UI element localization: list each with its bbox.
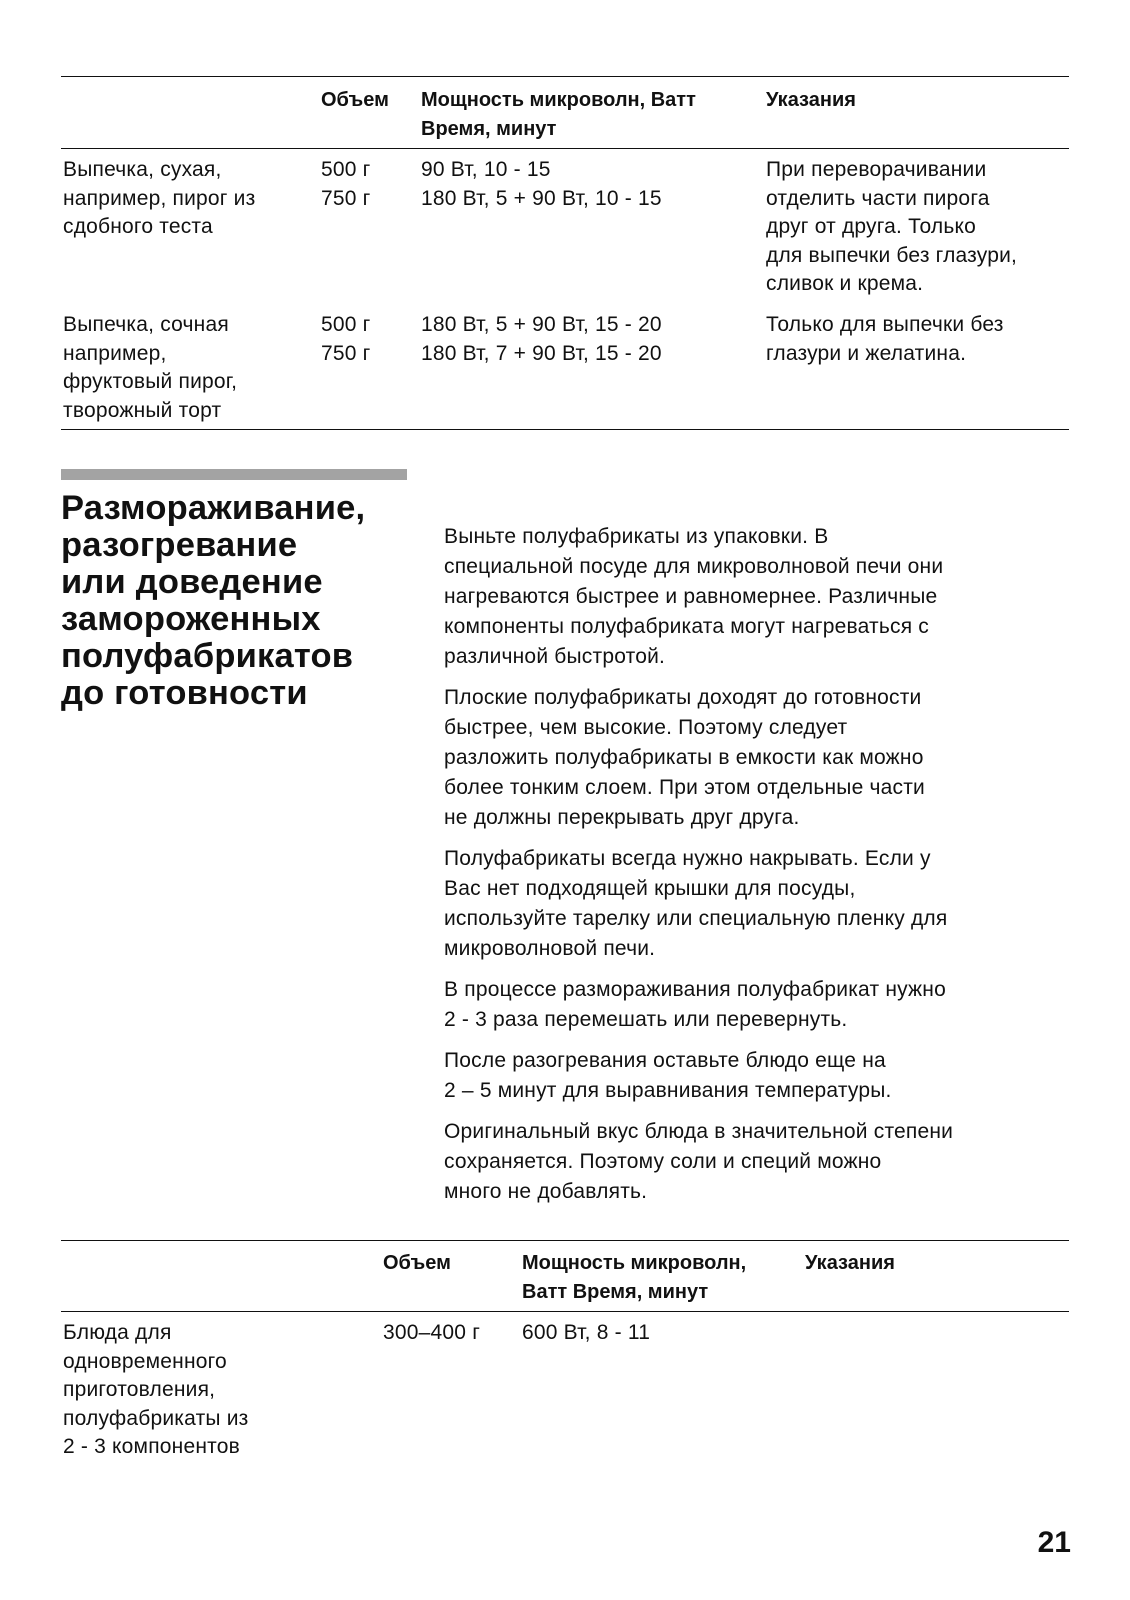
paragraph: Полуфабрикаты всегда нужно накрывать. Если у Вас нет подходящей крышки для посуды, используйте тарелку или специальную пленку для микроволновой печи.: [444, 847, 948, 960]
table2-header-rule: [61, 1311, 1069, 1312]
table1-row2-notes: Только для выпечки без глазури и желатина.: [766, 313, 1004, 365]
table1-bottom-rule: [61, 429, 1069, 430]
table2-header-volume: Объем: [383, 1252, 451, 1274]
table1-header-power-time: Мощность микроволн, Ватт Время, минут: [421, 89, 696, 140]
table2-row1-volume: 300–400 г: [383, 1321, 481, 1344]
table1-row1-volume: 500 г 750 г: [321, 158, 371, 210]
paragraph: Выньте полуфабрикаты из упаковки. В специальной посуде для микроволновой печи они нагреваются быстрее и равномернее. Различные компоненты полуфабриката могут нагреваться с различной быстротой.: [444, 525, 944, 668]
table1-header-volume: Объем: [321, 89, 389, 111]
table1-row1-notes: При переворачивании отделить части пирога друг от друга. Только для выпечки без глазури, сливок и крема.: [766, 158, 1018, 295]
table2-top-rule: [61, 1240, 1069, 1241]
paragraph: Плоские полуфабрикаты доходят до готовности быстрее, чем высокие. Поэтому следует разложить полуфабрикаты в емкости как можно более тонким слоем. При этом отдельные части не должны перекрывать друг друга.: [444, 686, 925, 829]
table1-row2-volume: 500 г 750 г: [321, 313, 371, 365]
table1-top-rule: [61, 76, 1069, 77]
section-title: Размораживание, разогревание или доведение замороженных полуфабрикатов до готовности: [61, 489, 366, 712]
page-number: 21: [1037, 1526, 1071, 1559]
table2-header-notes: Указания: [805, 1252, 895, 1274]
table1-row2-product: Выпечка, сочная например, фруктовый пирог, творожный торт: [63, 313, 238, 422]
table1-row2-power-time: 180 Вт, 5 + 90 Вт, 15 - 20 180 Вт, 7 + 90 Вт, 15 - 20: [421, 313, 662, 365]
section-accent-bar: [61, 469, 407, 480]
table1-header-notes: Указания: [766, 89, 856, 111]
table1-row1-product: Выпечка, сухая, например, пирог из сдобного теста: [63, 158, 256, 238]
table2-header-power-time: Мощность микроволн, Ватт Время, минут: [522, 1252, 747, 1303]
section-body: [444, 522, 1084, 1218]
table1-header-rule: [61, 148, 1069, 149]
paragraph: В процессе размораживания полуфабрикат нужно 2 - 3 раза перемешать или перевернуть.: [444, 978, 946, 1031]
paragraph: Оригинальный вкус блюда в значительной степени сохраняется. Поэтому соли и специй можно много не добавлять.: [444, 1120, 954, 1203]
paragraph: После разогревания оставьте блюдо еще на 2 – 5 минут для выравнивания температуры.: [444, 1049, 892, 1102]
table2-row1-power-time: 600 Вт, 8 - 11: [522, 1321, 651, 1344]
table1-row1-power-time: 90 Вт, 10 - 15 180 Вт, 5 + 90 Вт, 10 - 15: [421, 158, 662, 210]
table2-row1-product: Блюда для одновременного приготовления, полуфабрикаты из 2 - 3 компонентов: [63, 1321, 249, 1458]
